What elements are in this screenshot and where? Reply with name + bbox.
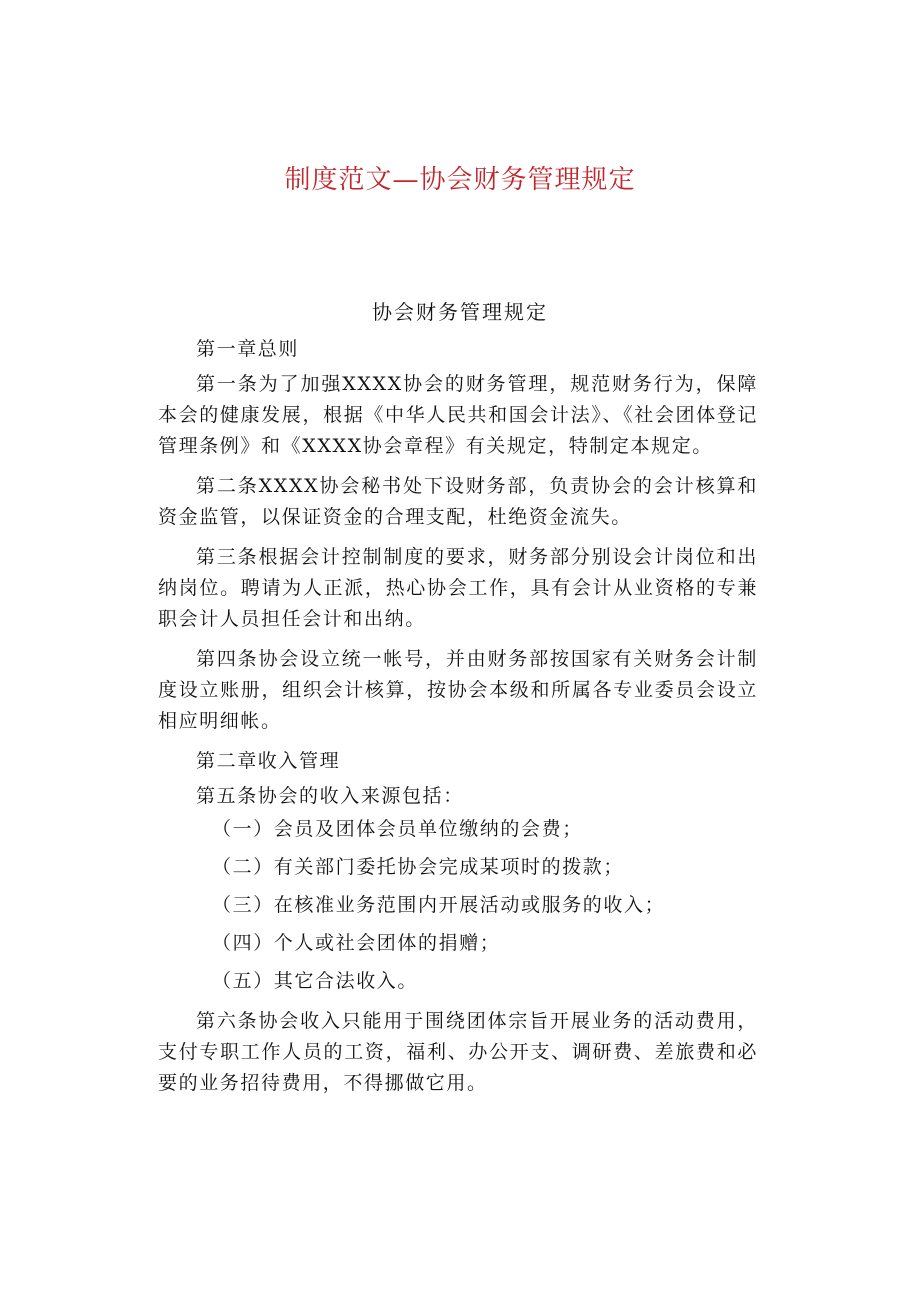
article-paragraph: 第二条XXXX协会秘书处下设财务部，负责协会的会计核算和资金监管，以保证资金的合理支配，杜绝资金流失。 [158, 475, 758, 528]
list-item: （二）有关部门委托协会完成某项时的拨款； [212, 856, 625, 878]
document-body [158, 334, 758, 1108]
list-item: （五）其它合法收入。 [212, 970, 419, 992]
article-paragraph: 第四条协会设立统一帐号，并由财务部按国家有关财务会计制度设立账册，组织会计核算，按协会本级和所属各专业委员会设立相应明细帐。 [158, 648, 758, 732]
article-paragraph: 第五条协会的收入来源包括： [196, 785, 464, 807]
list-item: （四）个人或社会团体的捐赠； [212, 932, 501, 954]
chapter-heading: 第一章总则 [196, 338, 300, 360]
document-title: 制度范文—协会财务管理规定 [284, 165, 636, 195]
article-paragraph: 第一条为了加强XXXX协会的财务管理，规范财务行为，保障本会的健康发展，根据《中华人民共和国会计法》、《社会团体登记管理条例》和《XXXX协会章程》有关规定，特制定本规定。 [158, 373, 758, 457]
article-paragraph: 第六条协会收入只能用于围绕团体宗旨开展业务的活动费用，支付专职工作人员的工资，福利、办公开支、调研费、差旅费和必要的业务招待费用，不得挪做它用。 [158, 1010, 758, 1094]
list-item: （一）会员及团体会员单位缴纳的会费； [212, 818, 583, 840]
article-paragraph: 第三条根据会计控制制度的要求，财务部分别设会计岗位和出纳岗位。聘请为人正派，热心协会工作，具有会计从业资格的专兼职会计人员担任会计和出纳。 [158, 546, 758, 630]
income-source-list [158, 816, 758, 995]
document-subtitle: 协会财务管理规定 [372, 300, 548, 324]
chapter-heading: 第二章收入管理 [196, 750, 341, 772]
list-item: （三）在核准业务范围内开展活动或服务的收入； [212, 894, 666, 916]
